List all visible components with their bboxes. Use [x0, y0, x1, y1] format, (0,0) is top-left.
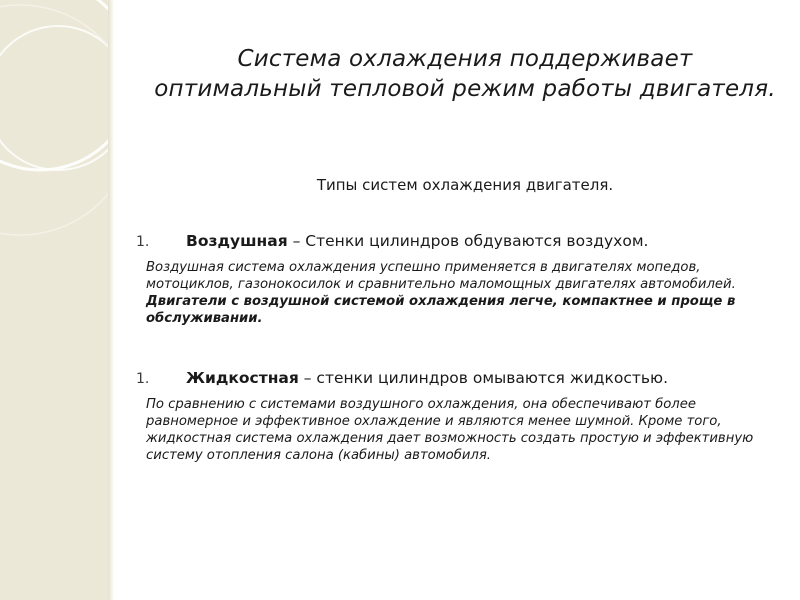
- description-text: Воздушная система охлаждения успешно применяется в двигателях мопедов, мотоциклов, газонокосилок и сравнительно маломощных двигателях автомобилей.: [146, 260, 736, 292]
- sidebar-edge: [108, 0, 114, 600]
- item-text: – стенки цилиндров омываются жидкостью.: [298, 369, 669, 387]
- description-emphasis: Двигатели с воздушной системой охлаждения легче, компактнее и проще в обслуживании.: [146, 294, 736, 326]
- list-item-air: [136, 231, 786, 252]
- slide-title: Система охлаждения поддерживает оптимальный тепловой режим работы двигателя.: [154, 46, 776, 102]
- list-number: 1.: [136, 234, 150, 250]
- decorative-sidebar: [0, 0, 108, 600]
- item-description-liquid: [146, 396, 776, 464]
- decorative-rings: [0, 0, 108, 600]
- item-description-air: [146, 259, 776, 327]
- list-number: 1.: [136, 371, 150, 387]
- description-text: По сравнению с системами воздушного охлаждения, она обеспечивают более равномерное и эффективное охлаждение и являются менее шумной. Кроме того, жидкостная система охлаждения дает возможность создать простую и эффективную систему отопления салона (кабины) автомобиля.: [146, 397, 754, 463]
- item-name: Жидкостная: [186, 369, 299, 387]
- item-text: – Стенки цилиндров обдуваются воздухом.: [287, 232, 649, 250]
- list-item-liquid: [136, 368, 786, 389]
- slide-subtitle: Типы систем охлаждения двигателя.: [316, 176, 614, 194]
- item-name: Воздушная: [186, 232, 288, 250]
